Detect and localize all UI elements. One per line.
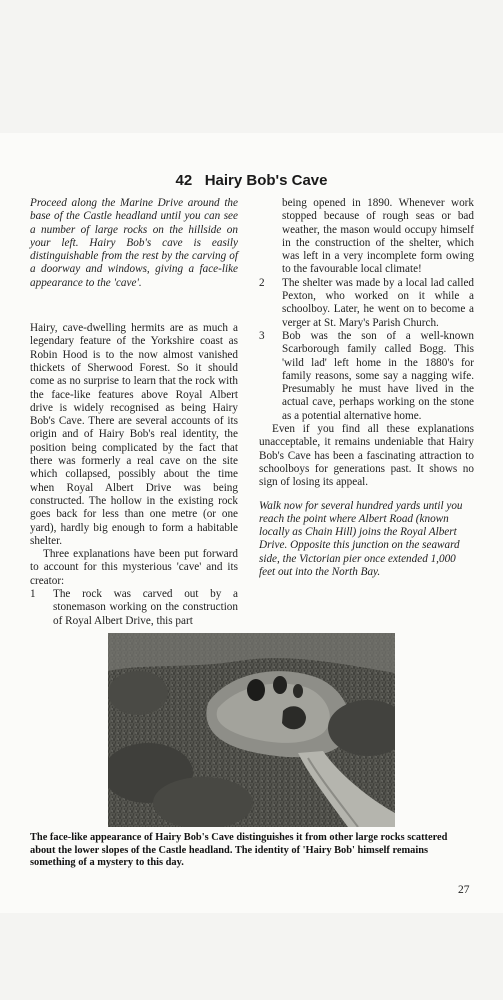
- left-column: [30, 197, 238, 628]
- explanations-list: [30, 588, 238, 628]
- item-text: Bob was the son of a well-known Scarborough family called Bogg. This 'wild lad' left home in the 1880's for family reasons, some say a nagging wife. Presumably he must have lived in the actual cave, perhaps working on the stone as a potential alternative home.: [282, 329, 474, 422]
- page-number: 27: [458, 884, 470, 896]
- item-number: 3: [259, 329, 265, 342]
- body-paragraph-2: Three explanations have been put forward to account for this mysterious 'cave' and its creator:: [30, 548, 238, 587]
- chapter-number: 42: [175, 172, 193, 189]
- item-text: The rock was carved out by a stonemason working on the construction of Royal Albert Drive, this part: [53, 588, 238, 627]
- item-number: 1: [30, 588, 36, 601]
- cave-photograph: [108, 633, 395, 827]
- intro-directions: Proceed along the Marine Drive around the base of the Castle headland until you can see a number of large rocks on the hillside on your left. Hairy Bob's cave is easily distinguishable from the rest by the carving of a doorway and windows, giving a face-like appearance to the 'cave'.: [30, 197, 238, 289]
- right-column: [259, 197, 474, 579]
- body-paragraph-3: Even if you find all these explanations unacceptable, it remains undeniable that Hairy Bob's Cave has been a fascinating attraction to schoolboys for generations past. It shows no sign of losing its appeal.: [259, 423, 474, 489]
- item-number: 2: [259, 276, 265, 289]
- list-item: [30, 588, 238, 628]
- body-paragraph-1: Hairy, cave-dwelling hermits are as much a legendary feature of the Yorkshire coast as Robin Hood is to the now almost vanished thickets of Sherwood Forest. So it should come as no surprise to learn that the rock with the face-like features above Royal Albert drive is widely recognised as being Hairy Bob's Cave. There are several accounts of its origin and of Hairy Bob's real identity, the position being complicated by the fact that there was formerly a real cave on the site which collapsed, possibly about the time when Royal Albert Drive was being constructed. The hollow in the existing rock goes back for less than one metre (or one yard), hardly big enough to form a habitable shelter.: [30, 322, 238, 547]
- item-text: The shelter was made by a local lad called Pexton, who worked on it while a schoolboy. Later, he went on to become a verger at St. Mary's Parish Church.: [282, 276, 474, 329]
- chapter-heading: [0, 172, 503, 189]
- list-item: [259, 330, 474, 423]
- list-item: [259, 277, 474, 330]
- item-continuation: being opened in 1890. Whenever work stopped because of rough seas or bad weather, the mason would occupy himself in the construction of the shelter, which was left in a very incomplete form owing to the favourable local climate!: [282, 197, 474, 276]
- explanations-list-cont: [259, 277, 474, 423]
- chapter-title: Hairy Bob's Cave: [204, 172, 328, 189]
- photo-caption: The face-like appearance of Hairy Bob's Cave distinguishes it from other large rocks scattered about the lower slopes of the Castle headland. The identity of 'Hairy Bob' himself remains something of a mystery to this day.: [30, 832, 448, 869]
- walk-directions: Walk now for several hundred yards until you reach the point where Albert Road (known locally as Chain Hill) joins the Royal Albert Drive. Opposite this junction on the seaward side, the Victorian pier once extended 1,000 feet out into the North Bay.: [259, 499, 463, 579]
